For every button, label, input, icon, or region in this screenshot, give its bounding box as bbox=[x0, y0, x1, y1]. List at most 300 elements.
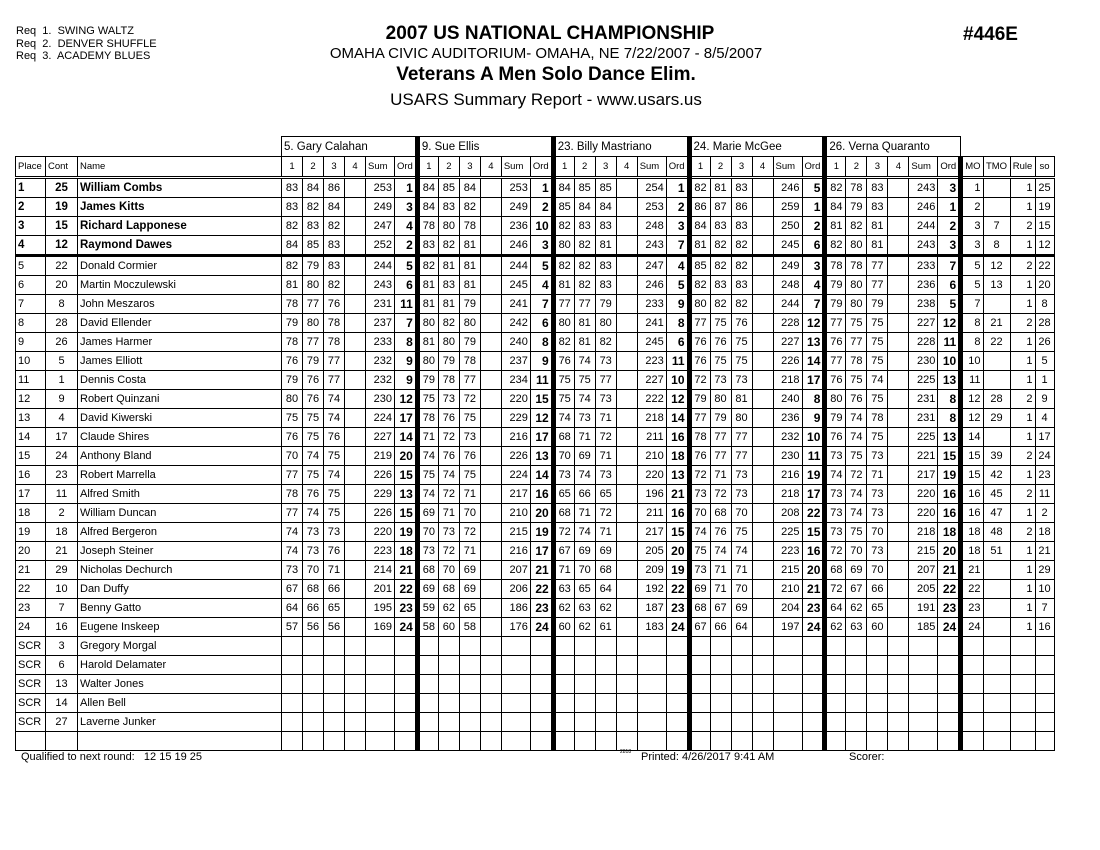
judge5-score-4 bbox=[888, 428, 909, 447]
judge4-sum: 246 bbox=[773, 178, 802, 198]
judge4-score-4 bbox=[752, 352, 773, 371]
judge4-score-1: 78 bbox=[689, 428, 710, 447]
judge2-score-2: 80 bbox=[438, 217, 459, 236]
judge2-score-1: 80 bbox=[417, 352, 438, 371]
judge3-sum: 222 bbox=[637, 390, 666, 409]
judge3-ordinal: 10 bbox=[666, 371, 689, 390]
col-judge1-ord: Ord bbox=[395, 157, 418, 178]
judge1-score-4 bbox=[345, 276, 366, 295]
judge5-score-1: 77 bbox=[825, 352, 846, 371]
judge3-sum: 196 bbox=[637, 485, 666, 504]
judge5-score-4 bbox=[888, 276, 909, 295]
judge5-score-3: 65 bbox=[867, 599, 888, 618]
judge3-score-2: 84 bbox=[574, 198, 595, 217]
judge2-score-3: 65 bbox=[459, 599, 480, 618]
judge4-score-2: 82 bbox=[710, 295, 731, 314]
judge3-sum bbox=[637, 656, 666, 675]
judge2-score-3: 80 bbox=[459, 314, 480, 333]
judge3-score-3: 83 bbox=[595, 276, 616, 295]
judge3-score-1: 76 bbox=[553, 352, 574, 371]
judge3-score-1: 70 bbox=[553, 447, 574, 466]
judge5-score-4 bbox=[888, 618, 909, 637]
contestant-number: 16 bbox=[46, 618, 78, 637]
judge3-ordinal: 19 bbox=[666, 561, 689, 580]
judge3-score-2: 74 bbox=[574, 352, 595, 371]
judge5-score-4 bbox=[888, 599, 909, 618]
judge1-score-3: 78 bbox=[324, 314, 345, 333]
judge4-score-2: 80 bbox=[710, 390, 731, 409]
judge3-score-3: 77 bbox=[595, 371, 616, 390]
judge4-score-1: 76 bbox=[689, 352, 710, 371]
judge1-sum bbox=[366, 675, 395, 694]
contestant-number: 7 bbox=[46, 599, 78, 618]
contestant-number: 23 bbox=[46, 466, 78, 485]
judge4-score-4 bbox=[752, 428, 773, 447]
judge4-score-3: 70 bbox=[731, 504, 752, 523]
judge1-score-3 bbox=[324, 675, 345, 694]
place-cell: 23 bbox=[16, 599, 46, 618]
judge1-score-1: 67 bbox=[282, 580, 303, 599]
skating-order: 25 bbox=[1035, 178, 1054, 198]
judge4-score-2: 83 bbox=[710, 276, 731, 295]
judge5-ordinal bbox=[938, 675, 961, 694]
report-title: 2007 US NATIONAL CHAMPIONSHIP bbox=[385, 23, 715, 44]
judge2-score-2: 74 bbox=[438, 466, 459, 485]
majority-ordinal: 15 bbox=[961, 447, 983, 466]
rule-applied bbox=[1010, 713, 1035, 732]
majority-ordinal: 2 bbox=[961, 198, 983, 217]
judge2-score-1: 58 bbox=[417, 618, 438, 637]
judge4-score-1: 67 bbox=[689, 618, 710, 637]
judge2-score-4 bbox=[480, 447, 501, 466]
contestant-number: 9 bbox=[46, 390, 78, 409]
place-cell: 13 bbox=[16, 409, 46, 428]
judge5-ordinal: 20 bbox=[938, 542, 961, 561]
majority-ordinal: 14 bbox=[961, 428, 983, 447]
judge2-sum: 226 bbox=[501, 447, 530, 466]
judge1-sum: 253 bbox=[366, 178, 395, 198]
judge2-score-2: 81 bbox=[438, 295, 459, 314]
judge1-score-2: 74 bbox=[303, 447, 324, 466]
judge3-score-1: 84 bbox=[553, 178, 574, 198]
judge1-ordinal: 15 bbox=[395, 504, 418, 523]
contestant-number: 22 bbox=[46, 256, 78, 276]
judge3-ordinal: 11 bbox=[666, 352, 689, 371]
judge4-score-2 bbox=[710, 656, 731, 675]
requirement-3: Req 3. ACADEMY BLUES bbox=[16, 50, 151, 62]
judge3-score-2: 66 bbox=[574, 485, 595, 504]
judge2-ordinal bbox=[530, 656, 553, 675]
judge5-score-2: 63 bbox=[846, 618, 867, 637]
judge5-ordinal: 10 bbox=[938, 352, 961, 371]
judge1-score-4 bbox=[345, 333, 366, 352]
judge2-score-1: 84 bbox=[417, 178, 438, 198]
judge4-score-4 bbox=[752, 618, 773, 637]
skater-name: James Harmer bbox=[78, 333, 282, 352]
judge1-sum: 226 bbox=[366, 504, 395, 523]
judge1-ordinal: 2 bbox=[395, 236, 418, 256]
judge3-sum: 254 bbox=[637, 178, 666, 198]
judge4-sum: 226 bbox=[773, 352, 802, 371]
judge5-ordinal: 7 bbox=[938, 256, 961, 276]
judge4-score-2: 76 bbox=[710, 333, 731, 352]
judge2-score-2: 73 bbox=[438, 523, 459, 542]
judge2-ordinal: 19 bbox=[530, 523, 553, 542]
judge2-score-1: 74 bbox=[417, 447, 438, 466]
judge3-score-4 bbox=[616, 333, 637, 352]
judge3-score-4 bbox=[616, 236, 637, 256]
judge5-score-4 bbox=[888, 466, 909, 485]
majority-ordinal bbox=[961, 656, 983, 675]
judge5-score-4 bbox=[888, 656, 909, 675]
judge1-score-3: 78 bbox=[324, 333, 345, 352]
judge2-score-2: 62 bbox=[438, 599, 459, 618]
judge1-sum: 220 bbox=[366, 523, 395, 542]
skater-name: Walter Jones bbox=[78, 675, 282, 694]
judge1-score-4 bbox=[345, 637, 366, 656]
majority-ordinal: 11 bbox=[961, 371, 983, 390]
judge1-score-2: 68 bbox=[303, 580, 324, 599]
judge1-score-4 bbox=[345, 371, 366, 390]
contestant-number: 25 bbox=[46, 178, 78, 198]
judge2-sum: 206 bbox=[501, 580, 530, 599]
judge4-score-3: 80 bbox=[731, 409, 752, 428]
judge4-score-1: 81 bbox=[689, 236, 710, 256]
judge5-sum: 243 bbox=[909, 178, 938, 198]
judge5-ordinal: 16 bbox=[938, 485, 961, 504]
judge1-score-2: 80 bbox=[303, 314, 324, 333]
judge4-score-1 bbox=[689, 675, 710, 694]
qualified-label: Qualified to next round: bbox=[21, 751, 135, 763]
skating-order: 2 bbox=[1035, 504, 1054, 523]
judge3-score-1 bbox=[553, 675, 574, 694]
place-cell: 12 bbox=[16, 390, 46, 409]
judge2-score-4 bbox=[480, 618, 501, 637]
judge4-score-2 bbox=[710, 713, 731, 732]
total-majority-ordinal: 12 bbox=[983, 256, 1010, 276]
judge4-score-1: 68 bbox=[689, 599, 710, 618]
table-row bbox=[16, 447, 1055, 466]
majority-ordinal: 7 bbox=[961, 295, 983, 314]
skating-order bbox=[1035, 713, 1054, 732]
judge1-score-1: 74 bbox=[282, 523, 303, 542]
judge4-ordinal: 7 bbox=[802, 295, 825, 314]
judge3-score-3: 65 bbox=[595, 485, 616, 504]
judge1-score-1 bbox=[282, 637, 303, 656]
judge3-score-4 bbox=[616, 561, 637, 580]
total-majority-ordinal bbox=[983, 371, 1010, 390]
judge1-sum: 244 bbox=[366, 256, 395, 276]
judge3-score-1: 81 bbox=[553, 276, 574, 295]
rule-applied: 1 bbox=[1010, 599, 1035, 618]
total-majority-ordinal bbox=[983, 198, 1010, 217]
judge3-ordinal: 4 bbox=[666, 256, 689, 276]
judge5-score-4 bbox=[888, 256, 909, 276]
table-row bbox=[16, 466, 1055, 485]
judge3-score-2: 73 bbox=[574, 409, 595, 428]
judge2-score-4 bbox=[480, 390, 501, 409]
skating-order bbox=[1035, 656, 1054, 675]
judge3-score-4 bbox=[616, 542, 637, 561]
majority-ordinal bbox=[961, 694, 983, 713]
judge5-score-2 bbox=[846, 675, 867, 694]
judge2-ordinal bbox=[530, 732, 553, 751]
judge5-score-3: 81 bbox=[867, 236, 888, 256]
judge1-sum: 219 bbox=[366, 447, 395, 466]
judge1-score-4 bbox=[345, 485, 366, 504]
judge5-sum: 246 bbox=[909, 198, 938, 217]
judge5-score-1 bbox=[825, 694, 846, 713]
judge5-sum: 191 bbox=[909, 599, 938, 618]
contestant-number: 26 bbox=[46, 333, 78, 352]
judge3-ordinal: 6 bbox=[666, 333, 689, 352]
judge1-score-1 bbox=[282, 713, 303, 732]
judge5-sum: 243 bbox=[909, 236, 938, 256]
judge5-sum bbox=[909, 694, 938, 713]
judge2-sum bbox=[501, 713, 530, 732]
skater-name: William Combs bbox=[78, 178, 282, 198]
judge5-score-1 bbox=[825, 637, 846, 656]
judge3-ordinal: 9 bbox=[666, 295, 689, 314]
judge5-score-2 bbox=[846, 637, 867, 656]
judge4-score-4 bbox=[752, 637, 773, 656]
judge3-score-1: 85 bbox=[553, 198, 574, 217]
table-row bbox=[16, 504, 1055, 523]
skating-order: 18 bbox=[1035, 523, 1054, 542]
judge3-score-1: 65 bbox=[553, 485, 574, 504]
judge1-score-4 bbox=[345, 236, 366, 256]
judge3-score-3: 83 bbox=[595, 217, 616, 236]
judge4-score-1: 79 bbox=[689, 390, 710, 409]
judge1-score-4 bbox=[345, 713, 366, 732]
judge5-score-4 bbox=[888, 504, 909, 523]
judge5-score-2: 75 bbox=[846, 371, 867, 390]
judge1-score-4 bbox=[345, 656, 366, 675]
place-cell: 2 bbox=[16, 198, 46, 217]
skating-order bbox=[1035, 732, 1054, 751]
event-name: Veterans A Men Solo Dance Elim. bbox=[396, 64, 696, 85]
judge1-score-1: 76 bbox=[282, 352, 303, 371]
judge3-score-3: 71 bbox=[595, 409, 616, 428]
judge1-ordinal: 4 bbox=[395, 217, 418, 236]
judge1-score-1: 79 bbox=[282, 314, 303, 333]
judge2-score-1: 74 bbox=[417, 485, 438, 504]
judge2-ordinal: 9 bbox=[530, 352, 553, 371]
judge4-score-4 bbox=[752, 447, 773, 466]
judge4-score-3 bbox=[731, 656, 752, 675]
judge3-score-3: 68 bbox=[595, 561, 616, 580]
judge1-score-2: 76 bbox=[303, 390, 324, 409]
judge1-ordinal: 14 bbox=[395, 428, 418, 447]
judge4-ordinal: 3 bbox=[802, 256, 825, 276]
judge1-score-1: 77 bbox=[282, 504, 303, 523]
judge1-score-1 bbox=[282, 675, 303, 694]
judge2-sum: 253 bbox=[501, 178, 530, 198]
judge2-score-3: 72 bbox=[459, 523, 480, 542]
judge1-score-4 bbox=[345, 314, 366, 333]
judge3-score-4 bbox=[616, 409, 637, 428]
table-row bbox=[16, 599, 1055, 618]
skating-order: 4 bbox=[1035, 409, 1054, 428]
judge2-score-3 bbox=[459, 675, 480, 694]
judge2-ordinal: 2 bbox=[530, 198, 553, 217]
judge1-score-2 bbox=[303, 637, 324, 656]
judge4-score-2: 87 bbox=[710, 198, 731, 217]
place-cell: 11 bbox=[16, 371, 46, 390]
judge2-score-1 bbox=[417, 637, 438, 656]
judge5-score-2: 76 bbox=[846, 390, 867, 409]
judge5-score-4 bbox=[888, 637, 909, 656]
judge4-sum bbox=[773, 713, 802, 732]
total-majority-ordinal: 42 bbox=[983, 466, 1010, 485]
judge4-score-2: 73 bbox=[710, 371, 731, 390]
judge1-score-2: 83 bbox=[303, 217, 324, 236]
judge4-ordinal: 2 bbox=[802, 217, 825, 236]
judge4-score-4 bbox=[752, 675, 773, 694]
judge1-score-3: 74 bbox=[324, 466, 345, 485]
judge4-score-2 bbox=[710, 675, 731, 694]
judge5-score-1: 76 bbox=[825, 371, 846, 390]
skater-name bbox=[78, 732, 282, 751]
judge5-score-3: 79 bbox=[867, 295, 888, 314]
judge3-score-4 bbox=[616, 466, 637, 485]
col-cont: Cont bbox=[46, 157, 78, 178]
judge4-sum: 208 bbox=[773, 504, 802, 523]
judge5-sum: 217 bbox=[909, 466, 938, 485]
skating-order: 22 bbox=[1035, 256, 1054, 276]
rule-applied: 1 bbox=[1010, 276, 1035, 295]
judge2-score-3: 78 bbox=[459, 352, 480, 371]
contestant-number: 8 bbox=[46, 295, 78, 314]
judge4-score-1: 70 bbox=[689, 504, 710, 523]
judge5-score-2: 80 bbox=[846, 276, 867, 295]
judge5-score-2 bbox=[846, 694, 867, 713]
majority-ordinal bbox=[961, 732, 983, 751]
total-majority-ordinal: 22 bbox=[983, 333, 1010, 352]
judge5-ordinal: 22 bbox=[938, 580, 961, 599]
judge5-score-2: 74 bbox=[846, 409, 867, 428]
judge5-score-4 bbox=[888, 333, 909, 352]
place-cell: 21 bbox=[16, 561, 46, 580]
judge2-sum: 249 bbox=[501, 198, 530, 217]
judge2-score-1: 75 bbox=[417, 466, 438, 485]
judge5-score-4 bbox=[888, 409, 909, 428]
majority-ordinal: 16 bbox=[961, 504, 983, 523]
judge5-score-1: 79 bbox=[825, 276, 846, 295]
judge5-score-1: 73 bbox=[825, 523, 846, 542]
judge5-sum: 231 bbox=[909, 390, 938, 409]
judge2-score-2 bbox=[438, 675, 459, 694]
judge5-score-2 bbox=[846, 732, 867, 751]
judge2-score-4 bbox=[480, 580, 501, 599]
judge2-score-3: 84 bbox=[459, 178, 480, 198]
judge4-sum: 204 bbox=[773, 599, 802, 618]
judge1-score-2: 70 bbox=[303, 561, 324, 580]
judge5-score-1: 74 bbox=[825, 466, 846, 485]
judge5-score-2: 75 bbox=[846, 447, 867, 466]
judge2-score-1 bbox=[417, 694, 438, 713]
judge5-score-1 bbox=[825, 656, 846, 675]
judge1-ordinal bbox=[395, 656, 418, 675]
judge3-ordinal: 7 bbox=[666, 236, 689, 256]
judge5-score-2: 78 bbox=[846, 352, 867, 371]
judge5-sum: 218 bbox=[909, 523, 938, 542]
judge1-score-3 bbox=[324, 637, 345, 656]
judge4-score-4 bbox=[752, 409, 773, 428]
col-tmo: TMO bbox=[983, 157, 1010, 178]
judge5-ordinal: 3 bbox=[938, 178, 961, 198]
skater-name: Benny Gatto bbox=[78, 599, 282, 618]
judge1-sum: 249 bbox=[366, 198, 395, 217]
judge2-score-3 bbox=[459, 732, 480, 751]
total-majority-ordinal bbox=[983, 352, 1010, 371]
judge1-score-3: 82 bbox=[324, 276, 345, 295]
judge2-score-2: 73 bbox=[438, 390, 459, 409]
judge5-score-1: 76 bbox=[825, 333, 846, 352]
judge4-ordinal bbox=[802, 637, 825, 656]
rule-applied: 1 bbox=[1010, 295, 1035, 314]
judge5-score-3: 83 bbox=[867, 198, 888, 217]
judge3-ordinal: 20 bbox=[666, 542, 689, 561]
judge1-score-1: 75 bbox=[282, 409, 303, 428]
judge3-score-2 bbox=[574, 656, 595, 675]
judge4-ordinal bbox=[802, 732, 825, 751]
table-row bbox=[16, 523, 1055, 542]
qualified-line bbox=[21, 751, 202, 763]
majority-ordinal: 10 bbox=[961, 352, 983, 371]
rule-applied bbox=[1010, 694, 1035, 713]
rule-applied: 1 bbox=[1010, 409, 1035, 428]
judge4-score-2: 76 bbox=[710, 523, 731, 542]
judge5-sum: 244 bbox=[909, 217, 938, 236]
judge5-ordinal: 18 bbox=[938, 523, 961, 542]
judge3-ordinal: 8 bbox=[666, 314, 689, 333]
judge2-score-1 bbox=[417, 732, 438, 751]
judge1-score-4 bbox=[345, 428, 366, 447]
judge4-score-4 bbox=[752, 656, 773, 675]
col-judge5-ord: Ord bbox=[938, 157, 961, 178]
judge4-score-2: 72 bbox=[710, 485, 731, 504]
judge2-score-1: 81 bbox=[417, 333, 438, 352]
judge5-score-3: 78 bbox=[867, 409, 888, 428]
table-row bbox=[16, 656, 1055, 675]
judge3-score-1: 82 bbox=[553, 217, 574, 236]
judge2-sum: 246 bbox=[501, 236, 530, 256]
judge5-score-3: 75 bbox=[867, 333, 888, 352]
judge1-score-4 bbox=[345, 295, 366, 314]
judge1-score-3: 74 bbox=[324, 409, 345, 428]
judge4-score-4 bbox=[752, 713, 773, 732]
judge2-sum bbox=[501, 732, 530, 751]
judge3-sum: 241 bbox=[637, 314, 666, 333]
judge1-sum: 230 bbox=[366, 390, 395, 409]
judge3-sum bbox=[637, 637, 666, 656]
judge5-ordinal: 8 bbox=[938, 409, 961, 428]
judge2-score-2: 76 bbox=[438, 409, 459, 428]
table-row bbox=[16, 428, 1055, 447]
judge2-score-2: 76 bbox=[438, 447, 459, 466]
judge2-sum: 215 bbox=[501, 523, 530, 542]
judge4-ordinal: 17 bbox=[802, 485, 825, 504]
skater-name: James Elliott bbox=[78, 352, 282, 371]
judge3-score-2 bbox=[574, 694, 595, 713]
judge1-score-4 bbox=[345, 390, 366, 409]
rule-applied: 2 bbox=[1010, 523, 1035, 542]
header-spacer-right bbox=[961, 137, 1054, 157]
skating-order: 12 bbox=[1035, 236, 1054, 256]
judge3-score-4 bbox=[616, 713, 637, 732]
judge3-score-3: 71 bbox=[595, 447, 616, 466]
